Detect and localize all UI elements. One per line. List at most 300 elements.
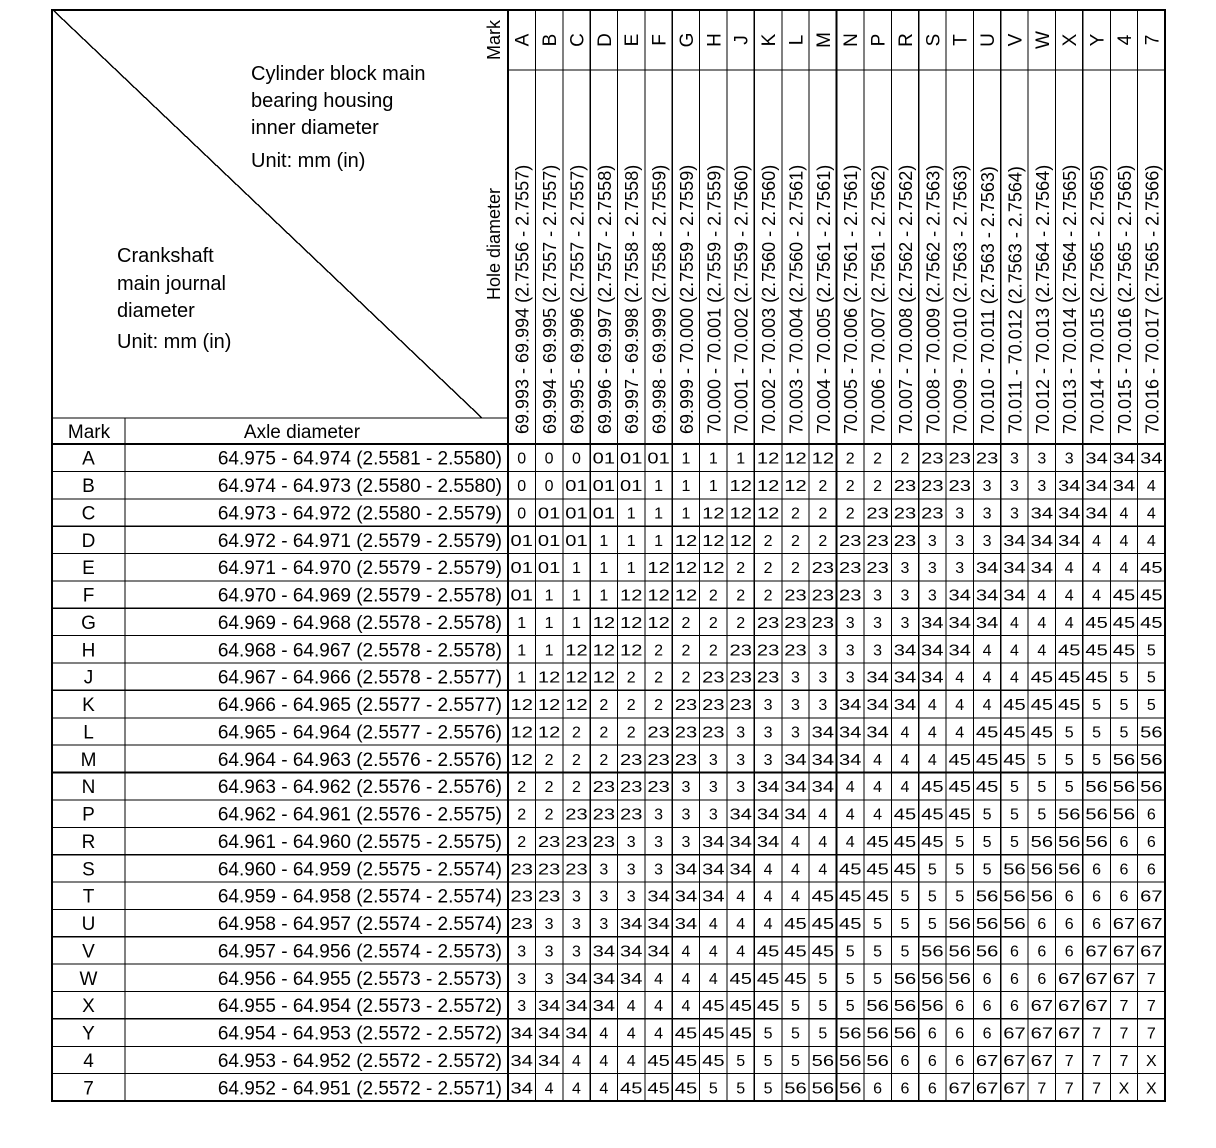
grade-cell: 23: [537, 888, 561, 906]
grade-cell: 5: [790, 1025, 800, 1043]
grade-cell: 3: [955, 505, 965, 523]
grade-cell: 34: [592, 970, 616, 988]
row-mark: L: [83, 722, 94, 744]
grade-cell: X: [1145, 1052, 1157, 1070]
grade-cell: 34: [729, 806, 753, 824]
axle-diameter-label: Axle diameter: [243, 422, 361, 443]
block-caption-line: Cylinder block main: [251, 63, 426, 85]
grade-cell: 67: [1003, 1080, 1026, 1098]
grade-cell: 23: [921, 505, 944, 523]
grade-cell: 34: [1003, 532, 1026, 550]
row-axle-diameter: 64.971 - 64.970 (2.5579 - 2.5579): [217, 558, 502, 580]
grade-cell: 45: [1085, 669, 1108, 687]
column-hole-diameter: 69.999 - 70.000 (2.7559 - 2.7559): [676, 164, 697, 434]
grade-cell: 34: [1112, 478, 1136, 496]
grade-cell: 1: [708, 450, 718, 468]
grade-cell: 1: [626, 560, 636, 578]
grade-cell: 3: [681, 806, 691, 824]
grade-cell: 34: [1085, 505, 1108, 523]
grade-cell: 12: [784, 450, 807, 468]
grade-cell: 56: [811, 1080, 835, 1098]
column-hole-diameter: 70.015 - 70.016 (2.7565 - 2.7565): [1114, 164, 1135, 434]
column-hole-diameter: 70.012 - 70.013 (2.7564 - 2.7564): [1032, 164, 1053, 434]
crank-caption-line: main journal: [117, 273, 226, 295]
grade-cell: 12: [702, 532, 725, 550]
grade-cell: 4: [1119, 505, 1129, 523]
grade-cell: 34: [756, 806, 780, 824]
grade-cell: 4: [571, 1080, 581, 1098]
grade-cell: 2: [626, 724, 636, 742]
grade-cell: 5: [1009, 779, 1019, 797]
grade-cell: 3: [1037, 450, 1047, 468]
grade-cell: 3: [790, 697, 800, 715]
grade-cell: 45: [1003, 724, 1026, 742]
grade-cell: 4: [599, 1025, 609, 1043]
crank-unit-label: Unit: mm (in): [117, 331, 232, 353]
grade-cell: 34: [1003, 587, 1026, 605]
grade-cell: 34: [1030, 560, 1054, 578]
grade-cell: 34: [893, 669, 917, 687]
grade-cell: 45: [948, 806, 972, 824]
column-hole-diameter: 69.998 - 69.999 (2.7558 - 2.7559): [649, 164, 670, 434]
grade-cell: 3: [845, 614, 855, 632]
grade-cell: 34: [702, 833, 725, 851]
grade-cell: 3: [571, 888, 581, 906]
grade-cell: 45: [839, 861, 862, 879]
row-mark: N: [81, 777, 96, 799]
grade-cell: 34: [647, 943, 670, 961]
grade-cell: 2: [626, 697, 636, 715]
grade-cell: 4: [927, 751, 937, 769]
grade-cell: 3: [1009, 505, 1019, 523]
grade-cell: 45: [975, 724, 999, 742]
grade-cell: 34: [592, 943, 616, 961]
grade-cell: 12: [756, 505, 780, 523]
grade-cell: 56: [893, 1025, 917, 1043]
grade-cell: 56: [921, 970, 944, 988]
grade-cell: 34: [893, 697, 917, 715]
grade-cell: 3: [818, 642, 828, 660]
grade-cell: 4: [1037, 587, 1047, 605]
block-caption-line: inner diameter: [251, 117, 379, 139]
grade-cell: 45: [948, 751, 972, 769]
grade-cell: 12: [729, 505, 753, 523]
grade-cell: 2: [544, 751, 554, 769]
grade-cell: 0: [571, 450, 581, 468]
grade-cell: 3: [544, 916, 554, 934]
grade-cell: 2: [790, 560, 800, 578]
grade-cell: 12: [647, 614, 670, 632]
grade-cell: 45: [1140, 560, 1163, 578]
grade-cell: 3: [599, 916, 609, 934]
grade-cell: 3: [763, 724, 773, 742]
grade-cell: 4: [763, 888, 773, 906]
grade-cell: 2: [845, 450, 855, 468]
grade-cell: 23: [647, 779, 670, 797]
grade-cell: 3: [626, 861, 636, 879]
grade-cell: 23: [510, 888, 534, 906]
grade-cell: 2: [763, 587, 773, 605]
grade-cell: 3: [982, 478, 992, 496]
grade-cell: 45: [1003, 751, 1026, 769]
grade-cell: 5: [818, 1025, 828, 1043]
grade-cell: 23: [510, 916, 534, 934]
grade-cell: 0: [517, 450, 527, 468]
grade-cell: 67: [948, 1080, 972, 1098]
grade-cell: 4: [790, 833, 800, 851]
grade-cell: 34: [565, 970, 588, 988]
grade-cell: 3: [736, 779, 746, 797]
grade-cell: 3: [681, 833, 691, 851]
grade-cell: 5: [1037, 751, 1047, 769]
row-axle-diameter: 64.955 - 64.954 (2.5573 - 2.5572): [217, 996, 502, 1018]
grade-cell: X: [1118, 1080, 1130, 1098]
grade-cell: 2: [571, 724, 581, 742]
grade-cell: 5: [1064, 724, 1074, 742]
column-hole-diameter: 70.006 - 70.007 (2.7561 - 2.7562): [868, 164, 889, 434]
grade-cell: 4: [982, 697, 992, 715]
grade-cell: 34: [921, 614, 944, 632]
row-axle-diameter: 64.956 - 64.955 (2.5573 - 2.5573): [217, 968, 502, 990]
grade-cell: 3: [1009, 450, 1019, 468]
grade-cell: 56: [948, 916, 972, 934]
grade-cell: 12: [565, 642, 588, 660]
grade-cell: 23: [948, 478, 972, 496]
grade-cell: 3: [708, 806, 718, 824]
grade-cell: 12: [674, 560, 698, 578]
grade-cell: 34: [839, 697, 862, 715]
grade-cell: 1: [599, 587, 609, 605]
grade-cell: 4: [654, 998, 664, 1016]
column-mark: 4: [1114, 34, 1136, 46]
grade-cell: 2: [708, 587, 718, 605]
grade-cell: 56: [948, 943, 972, 961]
grade-cell: 5: [845, 943, 855, 961]
grade-cell: 45: [784, 916, 807, 934]
grade-cell: 1: [517, 614, 527, 632]
grade-cell: 5: [927, 861, 937, 879]
column-hole-diameter: 70.010 - 70.011 (2.7563 - 2.7563): [978, 166, 999, 434]
grade-cell: 3: [571, 943, 581, 961]
grade-cell: 6: [1119, 861, 1129, 879]
column-hole-diameter: 70.007 - 70.008 (2.7562 - 2.7562): [895, 164, 916, 434]
grade-cell: 01: [647, 450, 670, 468]
grade-cell: 67: [1140, 943, 1163, 961]
grade-cell: 6: [1119, 888, 1129, 906]
grade-cell: 6: [982, 998, 992, 1016]
grade-cell: 6: [1119, 833, 1129, 851]
grade-cell: 4: [873, 779, 883, 797]
grade-cell: 2: [873, 450, 883, 468]
row-mark: T: [82, 886, 95, 908]
grade-cell: 4: [1037, 614, 1047, 632]
row-mark: G: [81, 612, 96, 634]
grade-cell: 3: [900, 560, 910, 578]
grade-cell: 2: [517, 806, 527, 824]
grade-cell: 56: [811, 1052, 835, 1070]
grade-cell: 45: [1030, 669, 1054, 687]
grade-cell: 34: [702, 888, 725, 906]
grade-cell: 23: [921, 450, 944, 468]
grade-cell: 4: [955, 724, 965, 742]
grade-cell: 34: [537, 998, 561, 1016]
grade-cell: 23: [565, 861, 588, 879]
grade-cell: 2: [763, 532, 773, 550]
grade-cell: 23: [839, 560, 862, 578]
row-mark: A: [82, 448, 95, 470]
grade-cell: 34: [839, 724, 862, 742]
grade-cell: 5: [845, 970, 855, 988]
grade-cell: 56: [784, 1080, 807, 1098]
grade-cell: 23: [866, 505, 889, 523]
row-mark: S: [82, 859, 95, 881]
grade-cell: 01: [620, 450, 643, 468]
grade-cell: 01: [537, 505, 561, 523]
grade-cell: 45: [756, 943, 780, 961]
grade-cell: 45: [839, 916, 862, 934]
row-mark: R: [81, 831, 96, 853]
row-axle-diameter: 64.975 - 64.974 (2.5581 - 2.5580): [217, 448, 502, 470]
grade-cell: 12: [620, 587, 643, 605]
hole-diameter-label: Hole diameter: [484, 187, 504, 301]
grade-cell: 23: [702, 669, 725, 687]
grade-cell: 34: [756, 779, 780, 797]
grade-cell: 6: [955, 998, 965, 1016]
grade-cell: 3: [517, 943, 527, 961]
grade-cell: 6: [1064, 916, 1074, 934]
grade-cell: 45: [1140, 614, 1163, 632]
grade-cell: 3: [900, 587, 910, 605]
grade-cell: 34: [1030, 532, 1054, 550]
grade-cell: 23: [729, 669, 753, 687]
grade-cell: 3: [544, 943, 554, 961]
grade-cell: 7: [1092, 1025, 1102, 1043]
grade-cell: 2: [763, 560, 773, 578]
grade-cell: 01: [592, 478, 616, 496]
grade-cell: 2: [544, 806, 554, 824]
grade-cell: 1: [571, 560, 581, 578]
grade-cell: 45: [893, 806, 917, 824]
grade-cell: 12: [811, 450, 835, 468]
grade-cell: 5: [1037, 779, 1047, 797]
grade-cell: 01: [537, 560, 561, 578]
grade-cell: 34: [784, 779, 807, 797]
grade-cell: 67: [1058, 998, 1081, 1016]
grade-cell: 5: [1146, 697, 1156, 715]
grade-cell: 12: [620, 642, 643, 660]
grade-cell: 23: [866, 560, 889, 578]
grade-cell: 23: [975, 450, 999, 468]
grade-cell: 67: [1140, 888, 1163, 906]
grade-cell: 34: [1058, 478, 1081, 496]
grade-cell: 56: [1140, 751, 1163, 769]
grade-cell: 6: [1037, 970, 1047, 988]
grade-cell: 56: [839, 1052, 862, 1070]
grade-cell: 5: [955, 833, 965, 851]
grade-cell: 4: [845, 833, 855, 851]
grade-cell: 1: [626, 505, 636, 523]
column-hole-diameter: 69.997 - 69.998 (2.7558 - 2.7558): [622, 164, 643, 434]
grade-cell: 12: [537, 669, 561, 687]
grade-cell: 56: [1112, 806, 1136, 824]
grade-cell: 6: [927, 1080, 937, 1098]
grade-cell: 45: [1112, 614, 1136, 632]
grade-cell: 12: [565, 697, 588, 715]
grade-cell: 4: [955, 697, 965, 715]
grade-cell: 4: [845, 806, 855, 824]
grade-cell: 56: [1003, 861, 1026, 879]
grade-cell: 12: [756, 478, 780, 496]
row-mark: 4: [83, 1050, 94, 1072]
column-mark: S: [923, 33, 945, 47]
grade-cell: 5: [790, 1052, 800, 1070]
grade-cell: 6: [900, 1052, 910, 1070]
grade-cell: 4: [599, 1052, 609, 1070]
grade-cell: 56: [1140, 724, 1163, 742]
grade-cell: 3: [845, 669, 855, 687]
column-mark: V: [1005, 33, 1027, 47]
grade-cell: 3: [517, 998, 527, 1016]
row-mark: C: [81, 503, 96, 525]
grade-cell: 12: [510, 751, 534, 769]
row-axle-diameter: 64.964 - 64.963 (2.5576 - 2.5576): [217, 749, 502, 771]
grade-cell: 56: [1112, 751, 1136, 769]
grade-cell: 56: [1085, 833, 1108, 851]
row-axle-diameter: 64.960 - 64.959 (2.5575 - 2.5574): [217, 859, 502, 881]
column-mark: M: [813, 32, 835, 48]
grade-cell: 67: [1030, 998, 1054, 1016]
grade-cell: 3: [708, 751, 718, 769]
grade-cell: 23: [811, 560, 835, 578]
grade-cell: 2: [654, 642, 664, 660]
grade-cell: 4: [1064, 614, 1074, 632]
column-mark: C: [567, 33, 589, 47]
grade-cell: 45: [1112, 642, 1136, 660]
grade-cell: 56: [1003, 888, 1026, 906]
grade-cell: 56: [975, 916, 999, 934]
grade-cell: 2: [654, 669, 664, 687]
grade-cell: 45: [1140, 587, 1163, 605]
grade-cell: 45: [866, 888, 889, 906]
grade-cell: 45: [647, 1052, 670, 1070]
grade-cell: 56: [1030, 861, 1054, 879]
grade-cell: 23: [784, 587, 807, 605]
row-axle-diameter: 64.958 - 64.957 (2.5574 - 2.5574): [217, 914, 502, 936]
grade-cell: 2: [599, 697, 609, 715]
grade-cell: 1: [544, 614, 554, 632]
column-mark: F: [649, 34, 671, 46]
grade-cell: 6: [982, 1025, 992, 1043]
grade-cell: 4: [736, 943, 746, 961]
row-mark: H: [81, 640, 96, 662]
grade-cell: 23: [893, 532, 917, 550]
grade-cell: 5: [708, 1080, 718, 1098]
grade-cell: 4: [681, 998, 691, 1016]
grade-cell: 3: [736, 751, 746, 769]
grade-cell: 1: [654, 478, 664, 496]
column-hole-diameter: 70.000 - 70.001 (2.7559 - 2.7559): [704, 164, 725, 434]
grade-cell: 23: [674, 697, 698, 715]
grade-cell: 2: [790, 532, 800, 550]
grade-cell: 5: [845, 998, 855, 1016]
grade-cell: 23: [784, 642, 807, 660]
grade-cell: 1: [681, 505, 691, 523]
grade-cell: 5: [900, 916, 910, 934]
grade-cell: 3: [654, 833, 664, 851]
grade-cell: 23: [537, 833, 561, 851]
grade-cell: 2: [571, 779, 581, 797]
grade-cell: 56: [1030, 833, 1054, 851]
grade-cell: 56: [1140, 779, 1163, 797]
row-axle-diameter: 64.963 - 64.962 (2.5576 - 2.5576): [217, 777, 502, 799]
grade-cell: 7: [1064, 1052, 1074, 1070]
grade-cell: 2: [818, 532, 828, 550]
grade-cell: 4: [900, 751, 910, 769]
column-hole-diameter: 69.995 - 69.996 (2.7557 - 2.7557): [567, 164, 588, 434]
grade-cell: 7: [1146, 998, 1156, 1016]
grade-cell: 7: [1092, 1080, 1102, 1098]
row-mark: W: [79, 968, 98, 990]
grade-cell: 45: [674, 1052, 698, 1070]
grade-cell: 67: [975, 1080, 999, 1098]
grade-cell: 5: [1146, 642, 1156, 660]
grade-cell: 23: [592, 833, 616, 851]
grade-cell: 7: [1146, 1025, 1156, 1043]
grade-cell: 34: [1058, 505, 1081, 523]
grade-cell: 56: [948, 970, 972, 988]
grade-cell: 3: [873, 587, 883, 605]
grade-cell: 67: [1030, 1052, 1054, 1070]
grade-cell: 45: [1112, 587, 1136, 605]
grade-cell: 5: [818, 998, 828, 1016]
grade-cell: 3: [955, 532, 965, 550]
grade-cell: 1: [544, 587, 554, 605]
grade-cell: 4: [681, 943, 691, 961]
column-hole-diameter: 70.001 - 70.002 (2.7559 - 2.7560): [731, 164, 752, 434]
grade-cell: 56: [975, 888, 999, 906]
grade-cell: 12: [784, 478, 807, 496]
column-mark: A: [512, 33, 534, 47]
grade-cell: 4: [626, 1025, 636, 1043]
row-mark-label: Mark: [67, 422, 111, 443]
grade-cell: 5: [1037, 806, 1047, 824]
grade-cell: 4: [736, 888, 746, 906]
grade-cell: 34: [784, 751, 807, 769]
grade-cell: 3: [818, 669, 828, 687]
column-mark: K: [759, 33, 781, 47]
grade-cell: 3: [927, 560, 937, 578]
grade-cell: 4: [599, 1080, 609, 1098]
grade-cell: 0: [544, 450, 554, 468]
grade-cell: 23: [674, 724, 698, 742]
grade-cell: 3: [900, 614, 910, 632]
row-axle-diameter: 64.953 - 64.952 (2.5572 - 2.5572): [217, 1050, 502, 1072]
grade-cell: 1: [571, 587, 581, 605]
grade-cell: 1: [681, 478, 691, 496]
grade-cell: 4: [571, 1052, 581, 1070]
grade-cell: 23: [784, 614, 807, 632]
grade-cell: 6: [982, 970, 992, 988]
grade-cell: 4: [873, 806, 883, 824]
grade-cell: 56: [866, 1025, 889, 1043]
grade-cell: 2: [599, 751, 609, 769]
grade-cell: 34: [921, 642, 944, 660]
grade-cell: 12: [510, 724, 534, 742]
grade-cell: 01: [537, 532, 561, 550]
grade-cell: 1: [599, 532, 609, 550]
grade-cell: 5: [1009, 806, 1019, 824]
grade-cell: 12: [647, 587, 670, 605]
